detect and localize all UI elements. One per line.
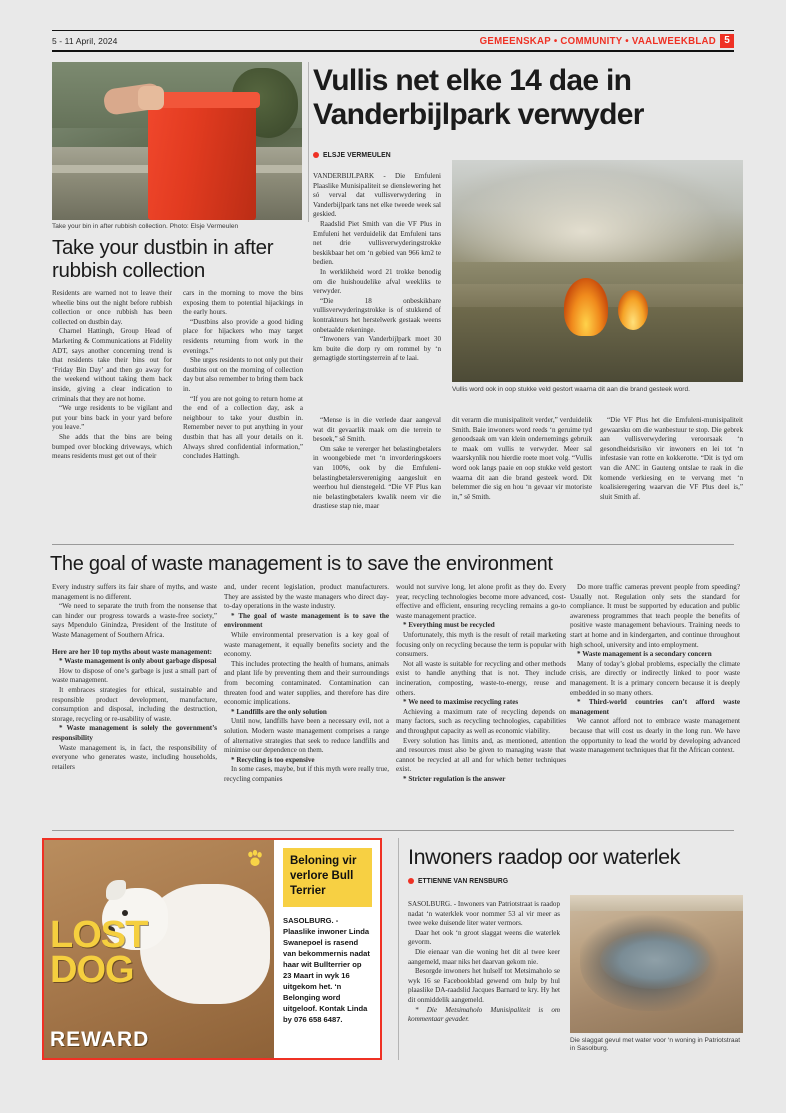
paragraph-bold: * Everything must be recycled <box>403 621 495 630</box>
paragraph: “We need to separate the truth from the nonsense that can hinder our progress towards a waste-free society,” says Mpendulo Ginindza, President of the Institute of Waste Management of Southern Africa. <box>52 602 217 639</box>
publication-name: GEMEENSKAP • COMMUNITY • VAALWEEKBLAD <box>479 34 716 47</box>
waste-column-1 <box>52 583 217 823</box>
paragraph: would not survive long, let alone profit as they do. Every year, recycling technologies become more advanced, cost-effective and efficient, ensuring recycling remains a go-to waste management practice. <box>396 583 566 620</box>
vullis-photo-caption: Vullis word ook in oop stukke veld gestort waarna dit aan die brand gesteek word. <box>452 386 690 393</box>
paragraph: Until now, landfills have been a necessary evil, not a solution. Modern waste management comprises a range of alternative strategies that seek to reduce landfills and minimise our dependence on them. <box>224 717 389 755</box>
paragraph: She urges residents to not only put their dustbins out on the morning of collection day but also remember to bring them back in. <box>183 356 303 393</box>
paragraph: While environmental preservation is a key goal of waste management, it equally benefits society and the economy. <box>224 630 389 659</box>
paragraph-bold: * We need to maximise recycling rates <box>403 698 519 707</box>
paragraph: Not all waste is suitable for recycling and other methods exist to handle anything that is not. They include incineration, composting, waste-to-energy, reuse and others. <box>396 659 566 697</box>
paragraph: Achieving a maximum rate of recycling depends on many factors, such as recycling technologies, capabilities and throughput capacity as well as economic viability. <box>396 707 566 735</box>
lost-dog-ad-text <box>274 840 380 1058</box>
paragraph: In werklikheid word 21 trokke benodig om die huishoudelike afval weekliks te verwyder. <box>313 267 441 296</box>
waste-column-2 <box>224 583 389 823</box>
paragraph: Many of today’s global problems, especially the climate crisis, are directly or indirectly linked to poor waste management. It is a primary concern because it is deeply embedded in so many others. <box>570 659 740 697</box>
waterleak-photo <box>570 895 743 1033</box>
paragraph: cars in the morning to move the bins exposing them to potential hijackings in the early hours. <box>183 289 303 317</box>
person-hand <box>138 86 164 110</box>
waste-column-4 <box>570 583 740 823</box>
red-wheelie-bin <box>148 100 256 220</box>
ad-badge-heading: Beloning vir verlore Bull Terrier <box>283 848 372 907</box>
ad-lost-text <box>50 914 148 991</box>
bullet-dot-icon <box>408 878 414 884</box>
issue-date: 5 - 11 April, 2024 <box>52 35 118 46</box>
paragraph-bold: * Third-world countries can’t afford waste management <box>570 698 740 716</box>
vullis-column-3 <box>600 416 743 542</box>
paw-print-icon <box>244 848 266 870</box>
paragraph: It embraces strategies for ethical, sustainable and responsible product development, manufacture, consumption and disposal, including the destruction, storage, recycling or re-usability of waste. <box>52 685 217 723</box>
paragraph: dit verarm die munisipaliteit verder,” verduidelik Smith. Baie inwoners word reeds ‘n geruime tyd genoodsaak om van klein ondernemings gebruik te maak om vullis te verwyder. Meer sal waarskynlik nou hierdie roete moet volg. “Vullis word ook langs paaie en oop stukke veld gestort waarna dit aan die brand gesteek word. Dit belemmer die sig en hou ‘n gevaar vir motoriste in,” sê Smith. <box>452 416 592 501</box>
lost-dog-photo <box>44 840 274 1058</box>
photo-smoke <box>452 160 743 262</box>
paragraph: Unfortunately, this myth is the result of retail marketing focusing only on recycling because the term is popular with consumers. <box>396 630 566 659</box>
lost-dog-advert <box>42 838 382 1060</box>
paragraph: “If you are not going to return home at the end of a collection day, ask a neighbour to take your dustbin in. Remember never to put anything in your dustbin that has all your details on it. Always shred confidential information,” concludes Hattingh. <box>183 394 303 461</box>
paragraph-bold: * Waste management is a secondary concern <box>577 650 712 659</box>
section-divider <box>52 830 734 831</box>
bullet-dot-icon <box>313 152 319 158</box>
paragraph: Charnel Hattingh, Group Head of Marketing & Communications at Fidelity ADT, says another concerning trend is that residents take their bins out for ‘Friday Bin Day’ and then go away for the weekend without taking them back inside, giving a clear indication to criminals that they are not home. <box>52 327 172 403</box>
byline-author: ETTIENNE VAN RENSBURG <box>418 876 509 885</box>
waste-headline: The goal of waste management is to save the environment <box>50 553 553 575</box>
paragraph: How to dispose of one’s garbage is just a small part of waste management. <box>52 666 217 685</box>
waterleak-column-1 <box>408 900 560 1060</box>
paragraph: “Inwoners van Vanderbijlpark moet 30 km buite die dorp ry om rommel by ‘n gemagtigde stortingsterrein af te laai. <box>313 335 441 363</box>
masthead-right <box>459 34 734 48</box>
paragraph: Waste management is, in fact, the responsibility of everyone who generates waste, including households, retailers <box>52 743 217 771</box>
dustbin-article-body <box>52 289 303 539</box>
paragraph-bold: * Waste management is solely the government’s responsibility <box>52 724 217 742</box>
section-divider <box>52 544 734 545</box>
paragraph: Residents are warned not to leave their wheelie bins out the night before rubbish collection or once rubbish has been collected on dustbin day. <box>52 289 172 326</box>
paragraph-bold: * The goal of waste management is to save the environment <box>224 611 389 630</box>
paragraph: “Dustbins also provide a good hiding place for hijackers who may target residents returning from work in the evenings.” <box>183 317 303 355</box>
vullis-byline <box>313 150 398 159</box>
paragraph: “We urge residents to be vigilant and put your bins back in your yard before you leave.” <box>52 404 172 432</box>
ad-reward-text: REWARD <box>50 1028 150 1051</box>
paragraph: Besorgde inwoners het hulself tot Metsimaholo se wyk 16 se Facebookblad gewend om hulp by hul plaaslike DA-raadslid Jacques Barnard te kry. Hy het dit onmiddelik aangemeld. <box>408 967 560 1004</box>
paragraph: and, under recent legislation, product manufacturers. They are assisted by the waste managers who direct day-to-day operations in the waste industry. <box>224 583 389 611</box>
vertical-divider <box>398 838 399 1060</box>
paragraph: “Mense is in die verlede daar aangeval wat dit gevaarlik maak om die terrein te besoek,” sê Smith. <box>313 416 441 444</box>
vertical-divider <box>308 62 309 222</box>
dustbin-photo <box>52 62 302 220</box>
paragraph: Every industry suffers its fair share of myths, and waste management is no different. <box>52 583 217 601</box>
paragraph: Om sake te vererger het belastingbetalers in woongebiede met ‘n invorderingskoers van 100%, ook by die Emfuleni-belastingbetalersvereniging aangesluit en weerhou hul dienstegeld. “Die VF Plus kan nie belastingbetalers kwalik neem vir die drastiese stap nie, maar <box>313 444 441 511</box>
veld-fire-photo <box>452 160 743 382</box>
ad-lost-word: LOST <box>50 914 148 956</box>
paragraph: VANDERBIJLPARK - Die Emfuleni Plaaslike Munisipaliteit se dienslewering het só verval dat vullisverwydering in Vanderbijlpark tans net elke tweede week sal geskied. <box>313 172 441 219</box>
waste-column-3 <box>396 583 566 823</box>
photo-flame <box>618 290 648 330</box>
dustbin-headline: Take your dustbin in after rubbish collection <box>52 236 274 282</box>
paragraph-bold: * Stricter regulation is the answer <box>403 774 506 783</box>
ad-body-text: SASOLBURG. - Plaaslike inwoner Linda Swanepoel is rasend van bekommernis nadat haar wit Bullterrier op 23 Maart in wyk 16 uitgekom het. ‘n Belonging word uitgeloof. Kontak Linda by 076 658 6487. <box>283 916 370 1024</box>
waterleak-photo-caption: Die slaggat gevul met water voor ‘n woning in Patriotstraat in Sasolburg. <box>570 1037 741 1053</box>
paragraph-bold: * Recycling is too expensive <box>231 755 315 764</box>
masthead <box>52 30 734 52</box>
paragraph-bold: * Waste management is only about garbage disposal <box>59 657 217 666</box>
vullis-column-1-continued <box>313 416 441 542</box>
vullis-column-1 <box>313 172 441 420</box>
paragraph: We cannot afford not to embrace waste management because that will cost us dearly in the long run. We have the opportunity to lead the world by developing advanced waste management techniques that fit the African context. <box>570 717 740 755</box>
paragraph: “Die 18 onbeskikbare vullisverwyderingstrokke is of stukkend of kontrakteurs het herstelwerk gestaak weens onbetaalde rekeninge. <box>313 296 441 334</box>
page-number-badge: 5 <box>720 34 734 48</box>
ad-dog-word: DOG <box>50 949 134 991</box>
vullis-column-2 <box>452 416 592 542</box>
paragraph: Raadslid Piet Smith van die VF Plus in Emfuleni het verduidelik dat Emfuleni tans net drie vullisverwyderingstrokke beskikbaar het om ‘n gebied van 966 km2 te bedien. <box>313 219 441 267</box>
paragraph: Die eienaar van die woning het dit al twee keer aangemeld, maar niks het daarvan gekom nie. <box>408 947 560 966</box>
paragraph: This includes protecting the health of humans, animals and plant life by preventing them and their surroundings from becoming contaminated. Contamination can threaten food and water supplies, and therefore has dire economic implications. <box>224 659 389 707</box>
paragraph: Do more traffic cameras prevent people from speeding? Usually not. Regulation only sets the standard for compliance. It must be supported by education and public awareness programmes that teach people the benefits of positive waste management behaviours. Training needs to start at home and in kindergarten, and continue throughout high school, university and into employment. <box>570 583 740 649</box>
photo-flame <box>564 278 608 336</box>
photo-water-puddle <box>600 931 710 989</box>
paragraph: SASOLBURG. - Inwoners van Patriotstraat is raadop nadat ‘n waterklek voor nommer 53 al vir meer as twee weke duisende liter water vermors. <box>408 900 560 928</box>
vullis-headline: Vullis net elke 14 dae in Vanderbijlpark verwyder <box>313 64 644 131</box>
paragraph-bold: * Landfills are the only solution <box>231 707 327 716</box>
paragraph: * Die Metsimaholo Munisipaliteit is om kommentaar gevader. <box>408 1005 560 1024</box>
waterleak-byline <box>408 876 528 886</box>
byline-author: ELSJE VERMEULEN <box>323 150 391 159</box>
paragraph-bold: Here are her 10 top myths about waste management: <box>52 647 212 656</box>
paragraph: Every solution has limits and, as mentioned, attention and resources must also be given to managing waste that cannot be recycled at all and for which better techniques exist. <box>396 736 566 774</box>
dustbin-photo-caption: Take your bin in after rubbish collection. Photo: Elsje Vermeulen <box>52 223 239 230</box>
paragraph: She adds that the bins are being bumped over blocking driveways, which means residents must get out of their <box>52 432 172 461</box>
paragraph: “Die VF Plus het die Emfuleni-munisipaliteit gewaarsku om die wanbestuur te stop. Die gebrek aan vullisverwydering veroorsaak ‘n gesondheidsrisiko vir inwoners en lei tot ‘n infestasie van rotte en kokkerotte. “Dit is tyd om van die ANC in Gauteng ontslae te raak in die komende verkiesing en te vervang met ‘n koalisieregering waarvan die VF Plus deel is,” sluit Smith af. <box>600 416 743 501</box>
paragraph: Daar het ook ‘n groot slaggat weens die waterlek gevorm. <box>408 928 560 947</box>
paragraph: In some cases, maybe, but if this myth were really true, recycling companies <box>224 765 389 783</box>
waterleak-headline: Inwoners raadop oor waterlek <box>408 845 681 869</box>
